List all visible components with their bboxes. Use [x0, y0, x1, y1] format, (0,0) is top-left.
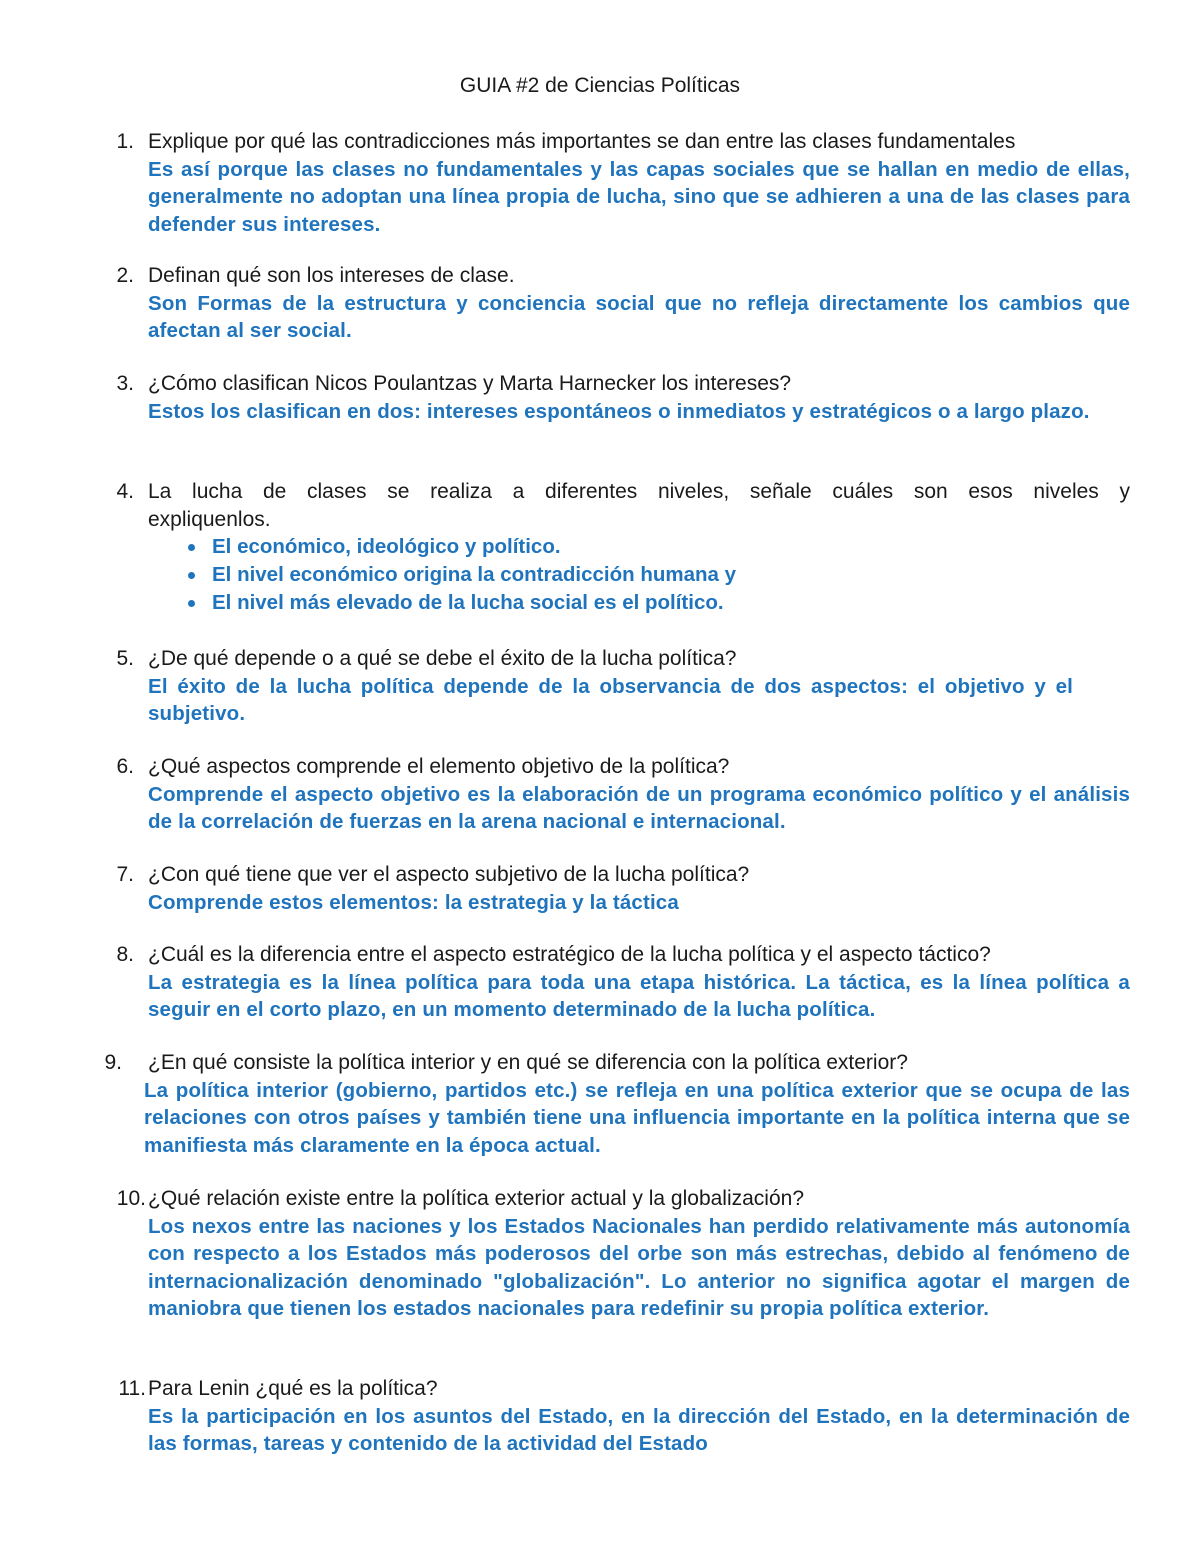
question-body	[148, 753, 1130, 836]
question-text: Para Lenin ¿qué es la política?	[148, 1377, 438, 1400]
answer-text: Es así porque las clases no fundamentales y las capas sociales que se hallan en medio de ellas, generalmente no adoptan una línea propia de lucha, sino que se adhieren a una de las clases para defender sus intereses.	[148, 157, 1130, 236]
question-number: 8.	[116, 943, 134, 966]
question-text: ¿Con qué tiene que ver el aspecto subjetivo de la lucha política?	[148, 863, 750, 886]
question-body	[144, 1049, 1130, 1159]
question-body	[148, 1375, 1130, 1458]
question-text: La lucha de clases se realiza a diferentes niveles, señale cuáles son esos niveles y expliquenlos.	[148, 480, 1130, 531]
question-body	[148, 861, 1130, 916]
answer-bullet-list	[148, 533, 1130, 617]
question-number: 5.	[116, 647, 134, 670]
question-body	[148, 478, 1130, 617]
question-number: 10.	[116, 1187, 146, 1210]
question-number: 1.	[116, 130, 134, 153]
question-body	[148, 370, 1130, 425]
answer-text: Son Formas de la estructura y conciencia social que no refleja directamente los cambios que afectan al ser social.	[148, 291, 1130, 342]
question-number: 7.	[116, 863, 134, 886]
question-number: 2.	[116, 264, 134, 287]
answer-text: El éxito de la lucha política depende de la observancia de dos aspectos: el objetivo y el subjetivo.	[148, 674, 1073, 725]
answer-text: Es la participación en los asuntos del Estado, en la dirección del Estado, en la determinación de las formas, tareas y contenido de la actividad del Estado	[148, 1404, 1130, 1455]
answer-text: Los nexos entre las naciones y los Estados Nacionales han perdido relativamente más autonomía con respecto a los Estados más poderosos del orbe son más estrechas, debido al fenómeno de internacionalización denominado "globalización". Lo anterior no significa agotar el margen de maniobra que tienen los estados nacionales para redefinir su propia política exterior.	[148, 1214, 1130, 1320]
question-number: 4.	[116, 480, 134, 503]
question-text: ¿Qué aspectos comprende el elemento objetivo de la política?	[148, 755, 730, 778]
question-body	[148, 262, 1130, 345]
question-text: Definan qué son los intereses de clase.	[148, 264, 515, 287]
bullet-icon	[188, 544, 195, 551]
question-number: 11.	[118, 1377, 146, 1400]
list-item	[148, 533, 1130, 561]
answer-text: La política interior (gobierno, partidos etc.) se refleja en una política exterior que se ocupa de las relaciones con otros países y también tiene una influencia importante en la política interna que se manifiesta más claramente en la época actual.	[144, 1078, 1130, 1157]
bullet-text: El nivel más elevado de la lucha social es el político.	[212, 591, 724, 614]
question-number: 3.	[116, 372, 134, 395]
answer-text: La estrategia es la línea política para toda una etapa histórica. La táctica, es la línea política a seguir en el corto plazo, en un momento determinado de la lucha política.	[148, 970, 1130, 1021]
answer-text: Comprende el aspecto objetivo es la elaboración de un programa económico político y el análisis de la correlación de fuerzas en la arena nacional e internacional.	[148, 782, 1130, 833]
question-body	[148, 128, 1130, 238]
bullet-icon	[188, 572, 195, 579]
document-title: GUIA #2 de Ciencias Políticas	[459, 74, 741, 97]
question-text: ¿De qué depende o a qué se debe el éxito de la lucha política?	[148, 647, 737, 670]
bullet-icon	[188, 600, 195, 607]
question-text: ¿En qué consiste la política interior y en qué se diferencia con la política exterior?	[148, 1051, 908, 1074]
question-text: ¿Qué relación existe entre la política exterior actual y la globalización?	[148, 1187, 805, 1210]
bullet-text: El nivel económico origina la contradicción humana y	[212, 563, 737, 586]
list-item	[148, 561, 1130, 589]
question-number: 6.	[116, 755, 134, 778]
list-item	[148, 589, 1130, 617]
question-body	[148, 1185, 1130, 1323]
answer-text: Comprende estos elementos: la estrategia y la táctica	[148, 890, 679, 914]
question-body	[148, 941, 1130, 1024]
bullet-text: El económico, ideológico y político.	[212, 535, 561, 558]
question-text: ¿Cuál es la diferencia entre el aspecto estratégico de la lucha política y el aspecto táctico?	[148, 943, 991, 966]
question-number: 9.	[104, 1051, 122, 1074]
question-text: Explique por qué las contradicciones más importantes se dan entre las clases fundamentales	[148, 130, 1016, 153]
answer-text: Estos los clasifican en dos: intereses espontáneos o inmediatos y estratégicos o a largo plazo.	[148, 399, 1090, 423]
question-text: ¿Cómo clasifican Nicos Poulantzas y Marta Harnecker los intereses?	[148, 372, 792, 395]
question-body	[148, 645, 1130, 728]
